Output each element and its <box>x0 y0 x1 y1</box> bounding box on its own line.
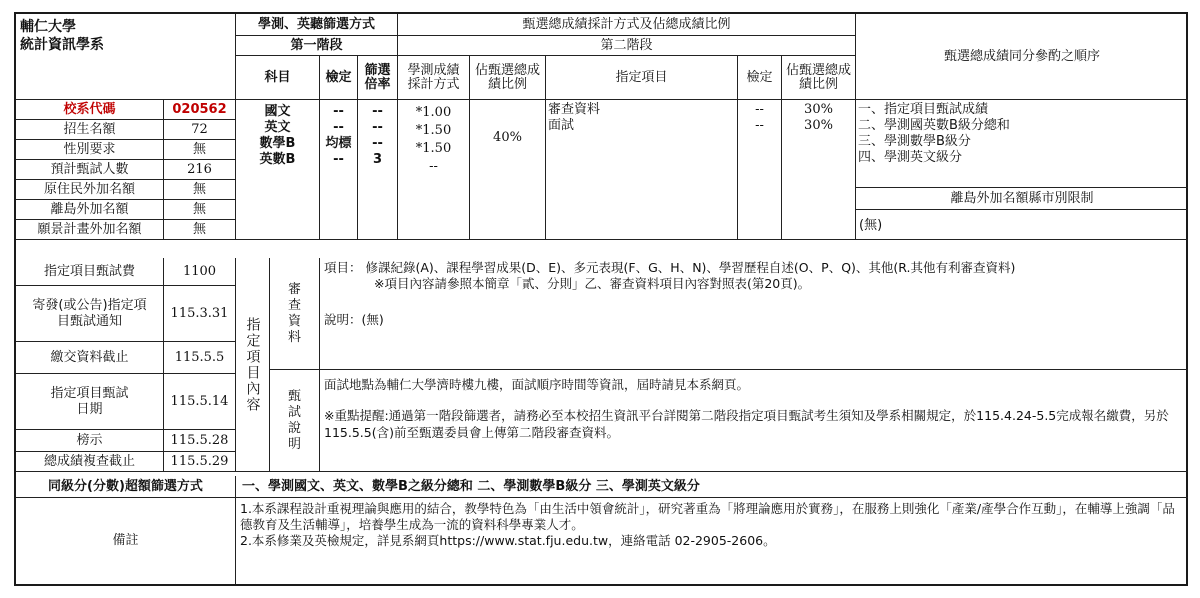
info-label: 招生名額 <box>16 120 164 140</box>
method: *1.50 <box>415 123 452 138</box>
weight-value: 40% <box>493 130 522 145</box>
remarks-p2: 2.本系修業及英檢規定，詳見系網頁https://www.stat.fju.edu.tw，連絡電話 02-2905-2606。 <box>240 533 776 548</box>
stage2-weight <box>470 100 546 240</box>
interview-p1: 面試地點為輔仁大學濟時樓九樓，面試順序時間等資訊，屆時請見本系網頁。 <box>324 377 750 392</box>
info-label: 性別要求 <box>16 140 164 160</box>
schedule-value: 1100 <box>164 258 236 286</box>
stage2-methods <box>398 100 470 240</box>
col-check: 檢定 <box>738 56 782 100</box>
review-label: 審查資料 <box>270 258 320 370</box>
tiebreak-label: 同級分(分數)超額篩選方式 <box>16 476 236 498</box>
tie-order-item: 三、學測數學B級分 <box>858 134 971 149</box>
stage2-weights <box>782 100 856 240</box>
subject: 國文 <box>264 104 291 119</box>
info-value: 無 <box>164 180 236 200</box>
info-label: 預計甄試人數 <box>16 160 164 180</box>
island-value: (無) <box>856 210 1188 240</box>
schedule-value: 115.5.14 <box>164 374 236 430</box>
col-subject: 科目 <box>236 56 320 100</box>
school-header <box>16 14 236 100</box>
interview-label: 甄試說明 <box>270 370 320 472</box>
remarks-content <box>236 498 1188 584</box>
ratio: 3 <box>372 152 383 167</box>
info-label: 原住民外加名額 <box>16 180 164 200</box>
subject: 英數B <box>259 152 296 167</box>
stage2-checks <box>738 100 782 240</box>
schedule-label: 指定項目甄試費 <box>16 258 164 286</box>
stage1-ratios <box>358 100 398 240</box>
remarks-p1: 1.本系課程設計重視理論與應用的結合，教學特色為「由生活中領會統計」，研究著重為「將理論應用於實務」，在服務上則強化「產業/產學合作互動」，在輔導上強調「品德教育及生活輔導」，培養學生成為一流的資料科學專業人才。 <box>240 501 1175 532</box>
standard: 均標 <box>325 136 352 151</box>
info-value: 72 <box>164 120 236 140</box>
tiebreak-value: 一、學測國文、英文、數學B之級分總和 二、學測數學B級分 三、學測英文級分 <box>236 476 1188 498</box>
info-value: 無 <box>164 220 236 240</box>
ratio-title: 甄選總成績採計方式及佔總成績比例 <box>398 14 856 36</box>
col-weight2: 佔甄選總成績比例 <box>782 56 856 100</box>
col-ratio: 篩選倍率 <box>358 56 398 100</box>
interview-p2: ※重點提醒:通過第一階段篩選者，請務必至本校招生資訊平台詳閱第二階段指定項目甄試考生須知及學系相關規定，於115.4.24-5.5完成報名繳費，另於115.5.5(含)前至甄選委員會上傳第二階段審查資料。 <box>324 408 1169 440</box>
info-label: 校系代碼 <box>16 100 164 120</box>
island-title: 離島外加名額縣市別限制 <box>856 188 1188 210</box>
stage1-title: 第一階段 <box>236 36 398 56</box>
subject: 數學B <box>259 136 296 151</box>
screening-title: 學測、英聽篩選方式 <box>236 14 398 36</box>
info-value: 020562 <box>164 100 236 120</box>
method: -- <box>429 159 438 174</box>
standard: -- <box>333 152 344 167</box>
ratio: -- <box>372 120 383 135</box>
department-name: 統計資訊學系 <box>20 37 104 53</box>
method: *1.00 <box>415 105 452 120</box>
col-method: 學測成績採計方式 <box>398 56 470 100</box>
remarks-label: 備註 <box>16 498 236 584</box>
tie-order-title: 甄選總成績同分參酌之順序 <box>856 14 1188 100</box>
interview-content <box>320 370 1188 472</box>
schedule-label: 榜示 <box>16 430 164 452</box>
subject: 英文 <box>264 120 291 135</box>
schedule-value: 115.5.28 <box>164 430 236 452</box>
review-items: 項目： 修課紀錄(A)、課程學習成果(D、E)、多元表現(F、G、H、N)、學習歷程自述(O、P、Q)、其他(R.其他有利審查資料) <box>324 260 1016 275</box>
item: 審查資料 <box>548 102 601 117</box>
info-label: 離島外加名額 <box>16 200 164 220</box>
ratio: -- <box>372 136 383 151</box>
check: -- <box>755 102 764 117</box>
stage2-items <box>546 100 738 240</box>
schedule-value: 115.5.5 <box>164 342 236 374</box>
schedule-value: 115.5.29 <box>164 452 236 472</box>
standard: -- <box>333 104 344 119</box>
review-content <box>320 258 1188 370</box>
schedule-label: 指定項目甄試日期 <box>16 374 164 430</box>
designated-title: 指定項目內容 <box>236 258 270 472</box>
tie-order-item: 二、學測國英數B級分總和 <box>858 118 1010 133</box>
schedule-label: 總成績複查截止 <box>16 452 164 472</box>
info-value: 無 <box>164 140 236 160</box>
schedule-label: 繳交資料截止 <box>16 342 164 374</box>
university-name: 輔仁大學 <box>20 19 76 35</box>
ratio: -- <box>372 104 383 119</box>
col-item: 指定項目 <box>546 56 738 100</box>
review-note: ※項目內容請參照本簡章「貳、分則」乙、審查資料項目內容對照表(第20頁)。 <box>374 276 811 291</box>
admission-table <box>14 12 1188 586</box>
schedule-label: 寄發(或公告)指定項目甄試通知 <box>16 286 164 342</box>
item: 面試 <box>548 118 575 133</box>
tie-order-list <box>856 100 1188 188</box>
tie-order-item: 一、指定項目甄試成績 <box>858 102 989 117</box>
info-value: 無 <box>164 200 236 220</box>
info-label: 願景計畫外加名額 <box>16 220 164 240</box>
standard: -- <box>333 120 344 135</box>
review-desc: 說明：(無) <box>324 312 384 327</box>
schedule-value: 115.3.31 <box>164 286 236 342</box>
stage1-subjects <box>236 100 320 240</box>
col-standard: 檢定 <box>320 56 358 100</box>
check: -- <box>755 118 764 133</box>
info-value: 216 <box>164 160 236 180</box>
stage2-title: 第二階段 <box>398 36 856 56</box>
col-weight: 佔甄選總成績比例 <box>470 56 546 100</box>
weight: 30% <box>804 118 833 133</box>
stage1-standards <box>320 100 358 240</box>
weight: 30% <box>804 102 833 117</box>
method: *1.50 <box>415 141 452 156</box>
tie-order-item: 四、學測英文級分 <box>858 150 963 165</box>
